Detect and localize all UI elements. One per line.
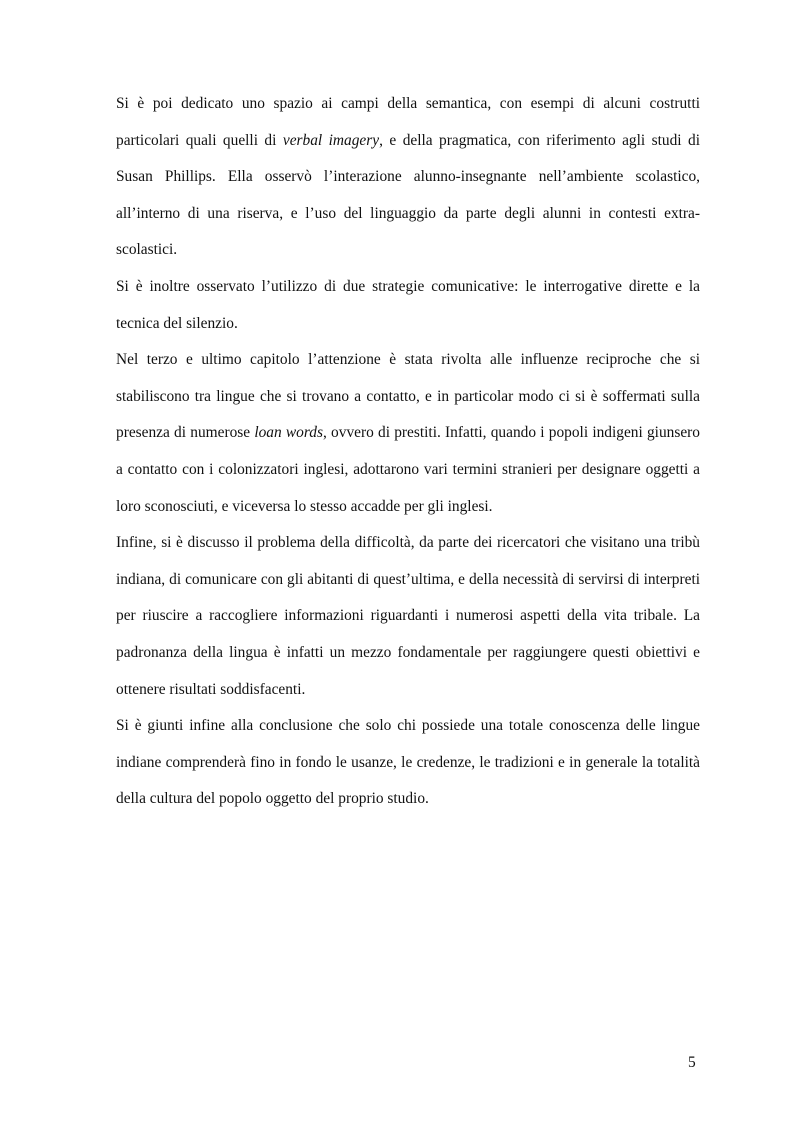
paragraph-text: , e della pragmatica, con riferimento agli studi di Susan Phillips. Ella osservò l’interazione alunno-insegnante nell’ambiente scolastico, all’interno di una riserva, e l’uso del linguaggio da parte degli alunni in contesti extra-scolastici. (116, 131, 700, 259)
paragraph-loan-words (116, 342, 700, 525)
paragraph-interpreters (116, 525, 700, 708)
italic-term: verbal imagery (282, 131, 380, 149)
paragraph-text: , ovvero di prestiti. Infatti, quando i popoli indigeni giunsero a contatto con i colonizzatori inglesi, adottarono vari termini stranieri per designare oggetti a loro sconosciuti, e viceversa lo stesso accadde per gli inglesi. (116, 424, 700, 515)
italic-term: loan words (254, 424, 323, 442)
paragraph-text: Nel terzo e ultimo capitolo l’attenzione è stata rivolta alle influenze reciproche che si stabiliscono tra lingue che si trovano a contatto, e in particolar modo ci si è soffermati sulla presenza di numerose (116, 351, 700, 442)
paragraph-strategies (116, 269, 700, 342)
page-number: 5 (688, 1054, 696, 1071)
paragraph-text: Si è giunti infine alla conclusione che solo chi possiede una totale conoscenza delle lingue indiane comprenderà fino in fondo le usanze, le credenze, le tradizioni e in generale la totalità della cultura del popolo oggetto del proprio studio. (116, 717, 700, 808)
paragraph-semantics (116, 86, 700, 269)
paragraph-conclusion (116, 708, 700, 818)
document-body (116, 86, 700, 818)
paragraph-text: Si è poi dedicato uno spazio ai campi della semantica, con esempi di alcuni costrutti particolari quali quelli di (116, 95, 700, 149)
paragraph-text: Infine, si è discusso il problema della difficoltà, da parte dei ricercatori che visitano una tribù indiana, di comunicare con gli abitanti di quest’ultima, e della necessità di servirsi di interpreti per riuscire a raccogliere informazioni riguardanti i numerosi aspetti della vita tribale. La padronanza della lingua è infatti un mezzo fondamentale per raggiungere questi obiettivi e ottenere risultati soddisfacenti. (116, 534, 700, 698)
paragraph-text: Si è inoltre osservato l’utilizzo di due strategie comunicative: le interrogative dirette e la tecnica del silenzio. (116, 277, 700, 332)
